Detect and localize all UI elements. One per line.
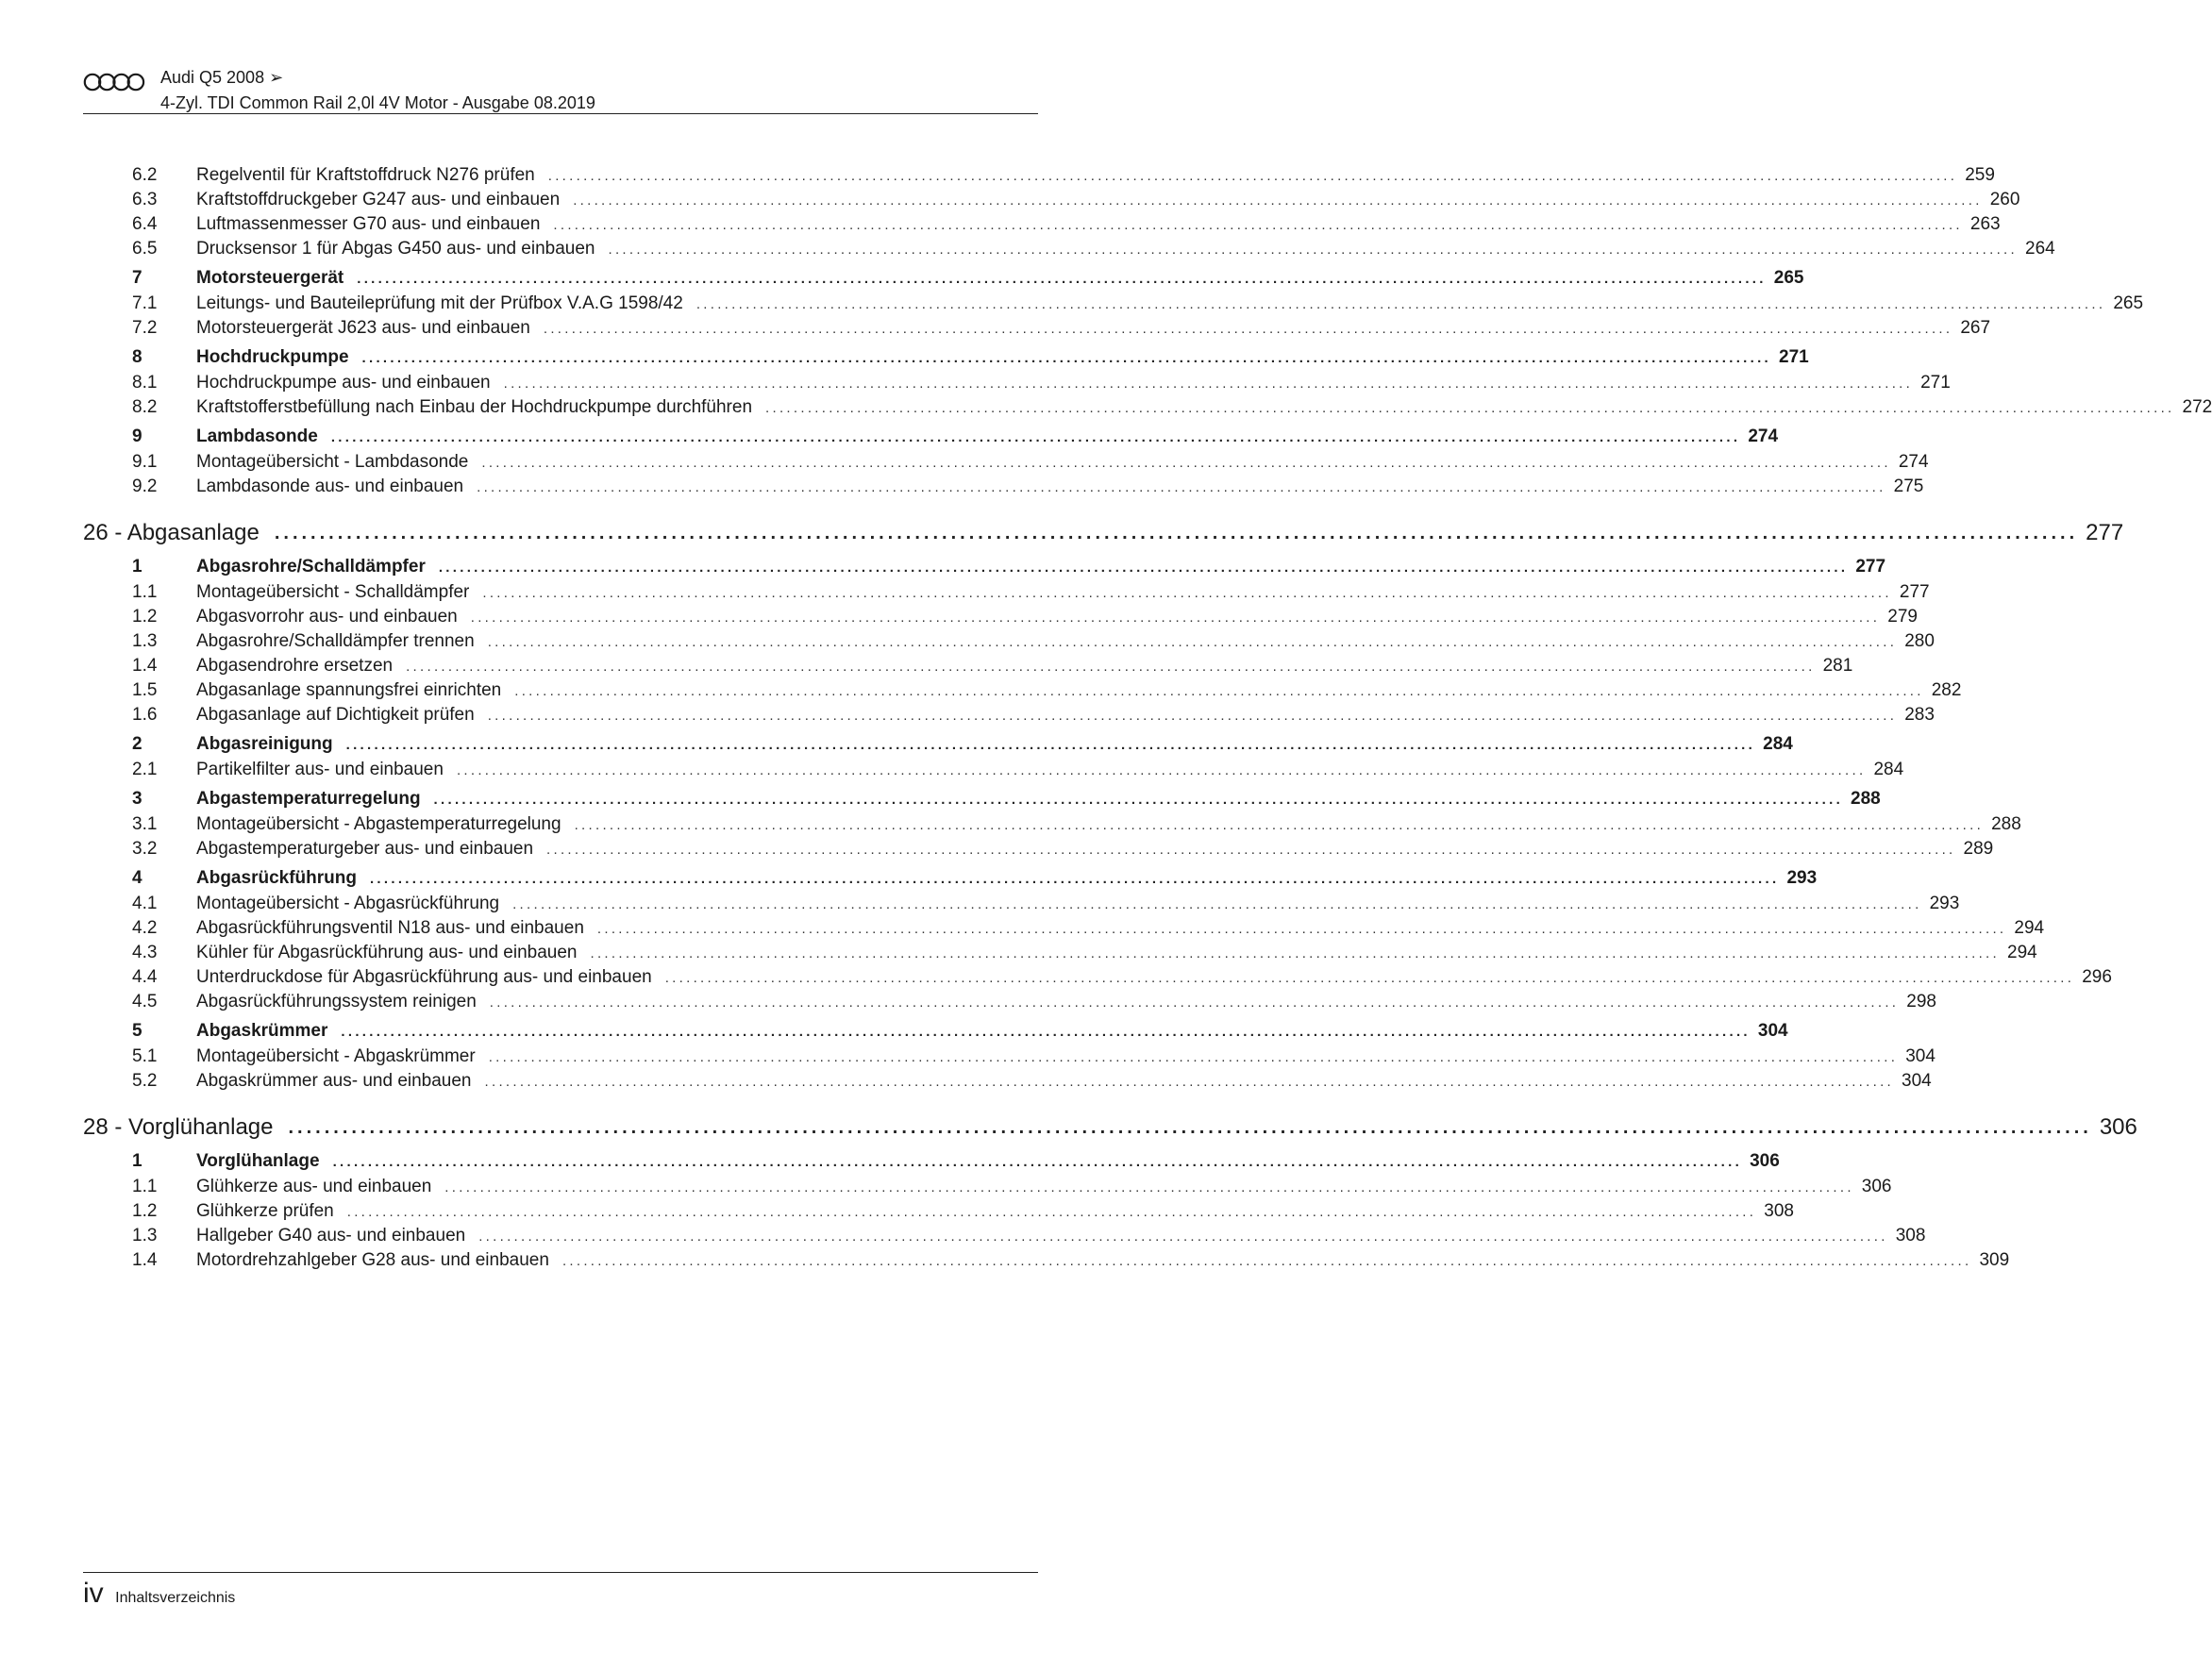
toc-title: Abgasreinigung [196, 734, 333, 754]
toc-leader-dots: ........................................................................................................................................................................................................ [695, 296, 2106, 312]
toc-entry[interactable] [83, 165, 1995, 190]
toc-number: 9.1 [132, 452, 158, 472]
toc-leader-dots: ........................................................................................................................................................................................................ [346, 1204, 1757, 1220]
toc-title: Abgasrückführung [196, 868, 357, 888]
toc-leader-dots: ........................................................................................................................................................................................................ [444, 1179, 1854, 1195]
toc-number: 5.1 [132, 1046, 158, 1066]
toc-entry[interactable] [83, 656, 1853, 680]
toc-title: Lambdasonde [196, 426, 318, 446]
toc-entry[interactable] [83, 373, 1951, 397]
toc-page-number: 288 [1991, 814, 2021, 834]
toc-title: Abgasvorrohr aus- und einbauen [196, 607, 458, 627]
toc-section[interactable] [83, 734, 1793, 760]
toc-leader-dots: ........................................................................................................................................................................................................ [765, 400, 2175, 416]
toc-number: 1.5 [132, 680, 158, 700]
toc-number: 5 [132, 1021, 142, 1041]
toc-entry[interactable] [83, 1071, 1932, 1095]
toc-title: Abgastemperaturgeber aus- und einbauen [196, 839, 534, 859]
toc-title: Motordrehzahlgeber G28 aus- und einbauen [196, 1250, 549, 1270]
toc-title: Montageübersicht - Abgastemperaturregelung [196, 814, 561, 834]
toc-leader-dots: ........................................................................................................................................................................................................ [488, 1049, 1899, 1065]
toc-page-number: 271 [1779, 347, 1809, 367]
toc-leader-dots: ........................................................................................................................................................................................................ [487, 634, 1898, 650]
toc-title: Regelventil für Kraftstoffdruck N276 prüfen [196, 165, 535, 185]
table-of-contents [83, 165, 2212, 1275]
toc-title: Unterdruckdose für Abgasrückführung aus- und einbauen [196, 967, 652, 987]
manual-subtitle: 4-Zyl. TDI Common Rail 2,0l 4V Motor - Ausgabe 08.2019 [160, 93, 595, 112]
toc-page-number: 294 [2014, 918, 2045, 938]
toc-number: 1 [132, 1151, 142, 1171]
toc-entry[interactable] [83, 967, 2112, 992]
toc-leader-dots: ........................................................................................................................................................................................................ [561, 1253, 1972, 1269]
toc-entry[interactable] [83, 214, 2001, 239]
toc-number: 6.5 [132, 239, 158, 259]
toc-number: 4.5 [132, 992, 158, 1011]
toc-page-number: 277 [1899, 582, 1930, 602]
toc-page-number: 293 [1786, 868, 1818, 888]
toc-number: 3.2 [132, 839, 158, 859]
toc-leader-dots: ........................................................................................................................................................................................................ [341, 1024, 1751, 1040]
toc-leader-dots: ........................................................................................................................................................................................................ [288, 1116, 2092, 1138]
toc-page-number: 281 [1822, 656, 1853, 676]
toc-entry[interactable] [83, 760, 1904, 784]
toc-number: 5.2 [132, 1071, 158, 1091]
toc-entry[interactable] [83, 1201, 1794, 1226]
toc-number: 3.1 [132, 814, 158, 834]
toc-entry[interactable] [83, 239, 2055, 263]
toc-title: Hochdruckpumpe aus- und einbauen [196, 373, 491, 393]
toc-title: Hallgeber G40 aus- und einbauen [196, 1226, 466, 1245]
toc-entry[interactable] [83, 839, 1994, 863]
toc-page-number: 267 [1960, 318, 1991, 338]
toc-page-number: 304 [1902, 1071, 1932, 1091]
toc-number: 8.1 [132, 373, 158, 393]
toc-entry[interactable] [83, 705, 1935, 729]
toc-leader-dots: ........................................................................................................................................................................................................ [608, 242, 2018, 258]
toc-title: Motorsteuergerät [196, 268, 344, 288]
toc-title: Abgaskrümmer aus- und einbauen [196, 1071, 472, 1091]
toc-title: Montageübersicht - Abgaskrümmer [196, 1046, 476, 1066]
toc-number: 7 [132, 268, 142, 288]
toc-entry[interactable] [83, 318, 1991, 343]
toc-page-number: 264 [2025, 239, 2055, 259]
toc-number: 1.4 [132, 1250, 158, 1270]
toc-page-number: 298 [1906, 992, 1936, 1011]
toc-leader-dots: ........................................................................................................................................................................................................ [664, 970, 2075, 986]
toc-entry[interactable] [83, 680, 1962, 705]
toc-page-number: 272 [2182, 397, 2212, 417]
toc-title: Montageübersicht - Lambdasonde [196, 452, 469, 472]
toc-leader-dots: ........................................................................................................................................................................................................ [489, 995, 1900, 1011]
toc-section[interactable] [83, 1021, 1788, 1046]
toc-number: 8.2 [132, 397, 158, 417]
toc-leader-dots: ........................................................................................................................................................................................................ [512, 896, 1922, 912]
toc-title: Vorglühanlage [196, 1151, 320, 1171]
toc-title: Kraftstoffdruckgeber G247 aus- und einbauen [196, 190, 561, 209]
toc-section[interactable] [83, 268, 1804, 293]
toc-page-number: 271 [1920, 373, 1951, 393]
toc-entry[interactable] [83, 582, 1930, 607]
toc-chapter[interactable] [83, 514, 2124, 552]
toc-leader-dots: ........................................................................................................................................................................................................ [547, 168, 1958, 184]
toc-title: Drucksensor 1 für Abgas G450 aus- und einbauen [196, 239, 595, 259]
toc-entry[interactable] [83, 1046, 1936, 1071]
toc-number: 4.2 [132, 918, 158, 938]
audi-rings-logo [83, 73, 145, 92]
toc-entry[interactable] [83, 452, 1929, 476]
toc-number: 7.1 [132, 293, 158, 313]
toc-number: 1.3 [132, 631, 158, 651]
toc-leader-dots: ........................................................................................................................................................................................................ [484, 1074, 1895, 1090]
toc-leader-dots: ........................................................................................................................................................................................................ [470, 610, 1881, 626]
toc-page-number: 293 [1929, 894, 1960, 913]
toc-leader-dots: ........................................................................................................................................................................................................ [514, 683, 1924, 699]
toc-number: 1.3 [132, 1226, 158, 1245]
toc-title: Abgasendrohre ersetzen [196, 656, 394, 676]
toc-leader-dots: ........................................................................................................................................................................................................ [553, 217, 1963, 233]
toc-number: 4 [132, 868, 142, 888]
toc-section[interactable] [83, 789, 1881, 814]
toc-title: Abgasrückführungssystem reinigen [196, 992, 477, 1011]
toc-section[interactable] [83, 557, 1886, 582]
toc-page-number: 265 [1773, 268, 1804, 288]
toc-number: 6.4 [132, 214, 158, 234]
toc-leader-dots: ........................................................................................................................................................................................................ [543, 321, 1953, 337]
page-header [83, 66, 1038, 115]
toc-page-number: 274 [1748, 426, 1779, 446]
toc-section[interactable] [83, 347, 1809, 373]
toc-page-number: 280 [1904, 631, 1935, 651]
toc-title: Glühkerze aus- und einbauen [196, 1177, 432, 1196]
toc-leader-dots: ........................................................................................................................................................................................................ [487, 708, 1898, 724]
toc-title: Kraftstofferstbefüllung nach Einbau der Hochdruckpumpe durchführen [196, 397, 753, 417]
toc-number: 2.1 [132, 760, 158, 779]
vehicle-model: Audi Q5 2008 ➢ [160, 68, 284, 87]
toc-page-number: 306 [1750, 1151, 1780, 1171]
toc-leader-dots: ........................................................................................................................................................................................................ [357, 271, 1767, 287]
toc-leader-dots: ........................................................................................................................................................................................................ [330, 429, 1741, 445]
page-footer [83, 1578, 235, 1610]
toc-section[interactable] [83, 868, 1818, 894]
toc-leader-dots: ........................................................................................................................................................................................................ [481, 455, 1891, 471]
toc-entry[interactable] [83, 190, 2020, 214]
toc-leader-dots: ........................................................................................................................................................................................................ [574, 817, 1985, 833]
toc-number: 2 [132, 734, 142, 754]
toc-leader-dots: ........................................................................................................................................................................................................ [274, 522, 2079, 543]
toc-number: 3 [132, 789, 142, 809]
toc-page-number: 308 [1895, 1226, 1926, 1245]
toc-title: Motorsteuergerät J623 aus- und einbauen [196, 318, 530, 338]
toc-number: 1.1 [132, 582, 158, 602]
toc-page-number: 296 [2082, 967, 2112, 987]
toc-number: 7.2 [132, 318, 158, 338]
toc-entry[interactable] [83, 1226, 1926, 1250]
toc-entry[interactable] [83, 293, 2144, 318]
toc-entry[interactable] [83, 1177, 1892, 1201]
toc-number: 4.1 [132, 894, 158, 913]
toc-title: Glühkerze prüfen [196, 1201, 334, 1221]
toc-entry[interactable] [83, 476, 1924, 501]
toc-chapter[interactable] [83, 1109, 2137, 1146]
toc-number: 9 [132, 426, 142, 446]
toc-page-number: 304 [1757, 1021, 1788, 1041]
toc-number: 1.4 [132, 656, 158, 676]
footer-divider [83, 1572, 1038, 1573]
toc-title: Abgasrückführungsventil N18 aus- und einbauen [196, 918, 584, 938]
toc-leader-dots: ........................................................................................................................................................................................................ [433, 792, 1844, 808]
toc-leader-dots: ........................................................................................................................................................................................................ [596, 921, 2007, 937]
toc-page-number: 308 [1764, 1201, 1794, 1221]
toc-number: 1.1 [132, 1177, 158, 1196]
toc-page-number: 306 [2099, 1114, 2137, 1140]
toc-number: 4.4 [132, 967, 158, 987]
toc-leader-dots: ........................................................................................................................................................................................................ [546, 842, 1956, 858]
toc-entry[interactable] [83, 894, 1960, 918]
toc-title: Luftmassenmesser G70 aus- und einbauen [196, 214, 541, 234]
toc-page-number: 277 [2086, 520, 2124, 545]
toc-title: Abgasanlage spannungsfrei einrichten [196, 680, 502, 700]
toc-entry[interactable] [83, 814, 2021, 839]
toc-title: Leitungs- und Bauteileprüfung mit der Prüfbox V.A.G 1598/42 [196, 293, 683, 313]
toc-page-number: 265 [2113, 293, 2144, 313]
toc-leader-dots: ........................................................................................................................................................................................................ [456, 762, 1867, 778]
toc-entry[interactable] [83, 631, 1935, 656]
toc-title: Montageübersicht - Schalldämpfer [196, 582, 470, 602]
toc-leader-dots: ........................................................................................................................................................................................................ [332, 1154, 1743, 1170]
toc-page-number: 306 [1861, 1177, 1892, 1196]
toc-page-number: 282 [1931, 680, 1962, 700]
toc-number: 6.2 [132, 165, 158, 185]
toc-leader-dots: ........................................................................................................................................................................................................ [590, 945, 2000, 961]
footer-label: Inhaltsverzeichnis [115, 1590, 236, 1606]
toc-leader-dots: ........................................................................................................................................................................................................ [361, 350, 1772, 366]
toc-page-number: 309 [1979, 1250, 2010, 1270]
toc-number: 8 [132, 347, 142, 367]
toc-page-number: 294 [2007, 943, 2037, 962]
toc-title: 26 - Abgasanlage [83, 520, 260, 545]
toc-leader-dots: ........................................................................................................................................................................................................ [482, 585, 1892, 601]
page-number: iv [83, 1578, 104, 1609]
toc-title: Abgasrohre/Schalldämpfer trennen [196, 631, 475, 651]
toc-leader-dots: ........................................................................................................................................................................................................ [478, 1229, 1888, 1245]
toc-number: 1.6 [132, 705, 158, 725]
toc-title: Hochdruckpumpe [196, 347, 349, 367]
toc-number: 1.2 [132, 1201, 158, 1221]
toc-title: Montageübersicht - Abgasrückführung [196, 894, 500, 913]
toc-page-number: 274 [1898, 452, 1929, 472]
toc-number: 1.2 [132, 607, 158, 627]
header-divider [83, 113, 1038, 114]
toc-number: 6.3 [132, 190, 158, 209]
toc-page-number: 304 [1905, 1046, 1936, 1066]
toc-title: Abgaskrümmer [196, 1021, 328, 1041]
toc-entry[interactable] [83, 397, 2212, 422]
toc-page-number: 283 [1904, 705, 1935, 725]
toc-entry[interactable] [83, 918, 2045, 943]
toc-title: Abgastemperaturregelung [196, 789, 421, 809]
toc-page-number: 277 [1855, 557, 1886, 577]
toc-entry[interactable] [83, 607, 1918, 631]
toc-title: Abgasrohre/Schalldämpfer [196, 557, 426, 577]
toc-leader-dots: ........................................................................................................................................................................................................ [477, 479, 1886, 495]
toc-title: 28 - Vorglühanlage [83, 1114, 274, 1140]
toc-page-number: 275 [1893, 476, 1924, 496]
toc-leader-dots: ........................................................................................................................................................................................................ [503, 376, 1914, 392]
toc-entry[interactable] [83, 943, 2037, 967]
toc-page-number: 288 [1851, 789, 1881, 809]
toc-page-number: 260 [1989, 190, 2020, 209]
toc-entry[interactable] [83, 1250, 2010, 1275]
toc-leader-dots: ........................................................................................................................................................................................................ [345, 737, 1756, 753]
toc-leader-dots: ........................................................................................................................................................................................................ [438, 560, 1849, 576]
toc-section[interactable] [83, 426, 1779, 452]
toc-leader-dots: ........................................................................................................................................................................................................ [406, 659, 1816, 675]
toc-section[interactable] [83, 1151, 1780, 1177]
toc-number: 1 [132, 557, 142, 577]
toc-title: Partikelfilter aus- und einbauen [196, 760, 444, 779]
toc-title: Kühler für Abgasrückführung aus- und einbauen [196, 943, 578, 962]
toc-leader-dots: ........................................................................................................................................................................................................ [369, 871, 1780, 887]
toc-entry[interactable] [83, 992, 1936, 1016]
toc-title: Lambdasonde aus- und einbauen [196, 476, 464, 496]
toc-leader-dots: ........................................................................................................................................................................................................ [573, 192, 1983, 209]
toc-page-number: 263 [1969, 214, 2001, 234]
toc-page-number: 259 [1965, 165, 1995, 185]
toc-number: 4.3 [132, 943, 158, 962]
toc-page-number: 284 [1873, 760, 1904, 779]
toc-page-number: 284 [1763, 734, 1793, 754]
toc-page-number: 289 [1963, 839, 1994, 859]
toc-page-number: 279 [1887, 607, 1918, 627]
toc-title: Abgasanlage auf Dichtigkeit prüfen [196, 705, 475, 725]
toc-number: 9.2 [132, 476, 158, 496]
